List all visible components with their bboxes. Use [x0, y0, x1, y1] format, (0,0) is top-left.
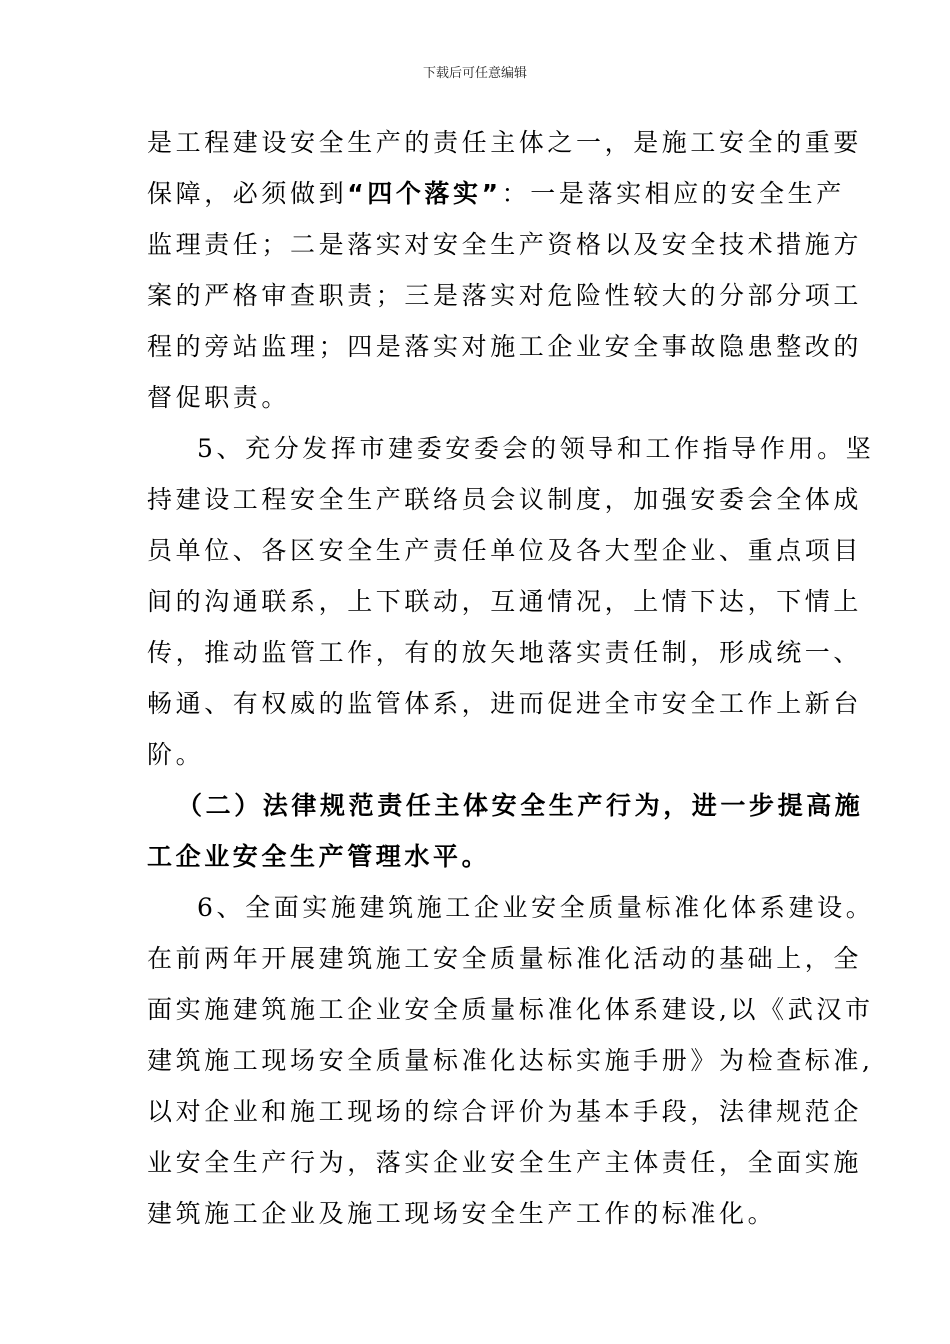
body-line: 传，推动监管工作，有的放矢地落实责任制，形成统一、: [147, 638, 863, 667]
section-heading-line: 工企业安全生产管理水平。: [147, 842, 491, 871]
paragraph-start-line: 5、充分发挥市建委安委会的领导和工作指导作用。坚: [197, 434, 875, 463]
body-line: 在前两年开展建筑施工安全质量标准化活动的基础上，全: [147, 944, 863, 973]
body-line: 畅通、有权威的监管体系，进而促进全市安全工作上新台: [147, 689, 863, 718]
body-line: 员单位、各区安全生产责任单位及各大型企业、重点项目: [147, 536, 863, 565]
body-line: 建筑施工现场安全质量标准化达标实施手册》为检查标准,: [147, 1046, 874, 1075]
text-run: ：一是落实相应的安全生产: [501, 179, 845, 208]
body-line: 阶。: [147, 740, 205, 769]
body-line: 面实施建筑施工企业安全质量标准化体系建设,以《武汉市: [147, 995, 874, 1024]
body-line: 以对企业和施工现场的综合评价为基本手段，法律规范企: [147, 1097, 863, 1126]
paragraph-start-line: 6、全面实施建筑施工企业安全质量标准化体系建设。: [197, 893, 875, 922]
body-line: 督促职责。: [147, 383, 291, 412]
text-run: 保障，必须做到: [147, 179, 348, 208]
body-line: [147, 177, 950, 211]
body-line: 监理责任；二是落实对安全生产资格以及安全技术措施方: [147, 230, 863, 259]
body-line: 案的严格审查职责；三是落实对危险性较大的分部分项工: [147, 281, 863, 310]
page-header: 下载后可任意编辑: [422, 66, 527, 81]
section-heading-line: （二）法律规范责任主体安全生产行为，进一步提高施: [177, 791, 864, 820]
body-line: 业安全生产行为，落实企业安全生产主体责任，全面实施: [147, 1148, 863, 1177]
body-line: 建筑施工企业及施工现场安全生产工作的标准化。: [147, 1199, 777, 1228]
body-line: 间的沟通联系，上下联动，互通情况，上情下达，下情上: [147, 587, 863, 616]
body-line: 持建设工程安全生产联络员会议制度，加强安委会全体成: [147, 485, 863, 514]
body-line: 程的旁站监理；四是落实对施工企业安全事故隐患整改的: [147, 332, 863, 361]
body-line: 是工程建设安全生产的责任主体之一，是施工安全的重要: [147, 128, 863, 157]
emphasis-text: “四个落实”: [347, 179, 502, 208]
